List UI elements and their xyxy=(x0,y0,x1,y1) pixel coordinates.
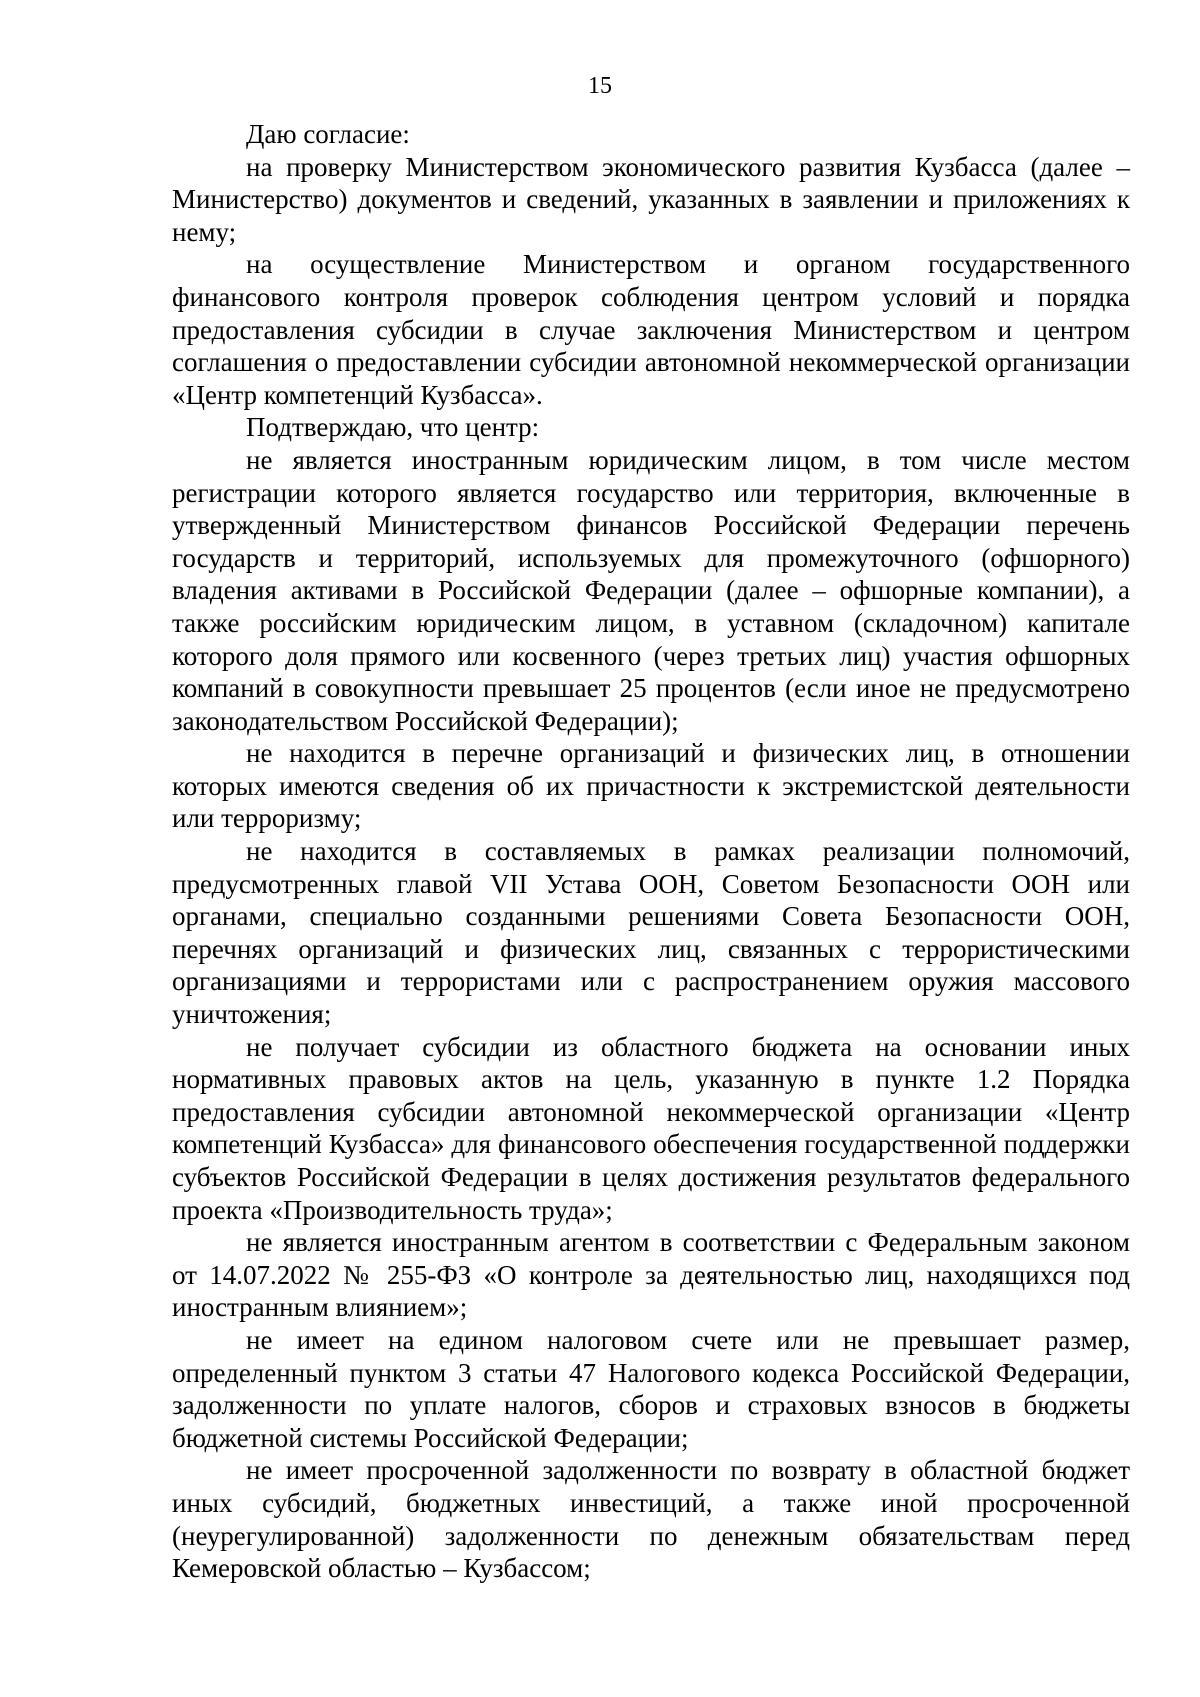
paragraph-consent-compliance-check: на осуществление Министерством и органом государственного финансового контроля проверок соблюдения центром условий и порядка предоставления субсидии в случае заключения Министерством и центром соглашения о предоставлении субсидии автономной некоммерческой организации «Центр компетенций Кузбасса». xyxy=(172,249,1130,410)
paragraph-consent-document-check: на проверку Министерством экономического развития Кузбасса (далее – Министерство) документов и сведений, указанных в заявлении и приложениях к нему; xyxy=(172,151,1130,247)
paragraph-not-in-extremism-list: не находится в перечне организаций и физических лиц, в отношении которых имеются сведения об их причастности к экстремистской деятельности или терроризму; xyxy=(172,738,1130,834)
paragraph-confirmation-heading: Подтверждаю, что центр: xyxy=(246,412,540,443)
document-body xyxy=(172,118,1130,1585)
paragraph-consent-heading: Даю согласие: xyxy=(246,119,410,149)
paragraph-not-in-un-lists: не находится в составляемых в рамках реализации полномочий, предусмотренных главой VII Устава ООН, Советом Безопасности ООН или органами, специально созданными решениями Совета Безопасности ООН, перечнях организаций и физических лиц, связанных с террористическими организациями и террористами или с распространением оружия массового уничтожения; xyxy=(172,836,1130,1030)
page-number: 15 xyxy=(588,73,612,99)
paragraph-not-foreign-entity: не является иностранным юридическим лицом, в том числе местом регистрации которого является государство или территория, включенные в утвержденный Министерством финансов Российской Федерации перечень государств и территорий, используемых для промежуточного (офшорного) владения активами в Российской Федерации (далее – офшорные компании), а также российским юридическим лицом, в уставном (складочном) капитале которого доля прямого или косвенного (через третьих лиц) участия офшорных компаний в совокупности превышает 25 процентов (если иное не предусмотрено законодательством Российской Федерации); xyxy=(172,444,1130,736)
paragraph-no-tax-debt: не имеет на едином налоговом счете или не превышает размер, определенный пунктом 3 статьи 47 Налогового кодекса Российской Федерации, задолженности по уплате налогов, сборов и страховых взносов в бюджеты бюджетной системы Российской Федерации; xyxy=(172,1324,1130,1453)
paragraph-no-overdue-debt: не имеет просроченной задолженности по возврату в областной бюджет иных субсидий, бюджетных инвестиций, а также иной просроченной (неурегулированной) задолженности по денежным обязательствам перед Кемеровской областью – Кузбассом; xyxy=(172,1455,1130,1584)
paragraph-no-other-subsidies: не получает субсидии из областного бюджета на основании иных нормативных правовых актов на цель, указанную в пункте 1.2 Порядка предоставления субсидии автономной некоммерческой организации «Центр компетенций Кузбасса» для финансового обеспечения государственной поддержки субъектов Российской Федерации в целях достижения результатов федерального проекта «Производительность труда»; xyxy=(172,1031,1130,1225)
paragraph-not-foreign-agent: не является иностранным агентом в соответствии с Федеральным законом от 14.07.2022 № 255-ФЗ «О контроле за деятельностью лиц, находящихся под иностранным влиянием»; xyxy=(172,1227,1130,1323)
